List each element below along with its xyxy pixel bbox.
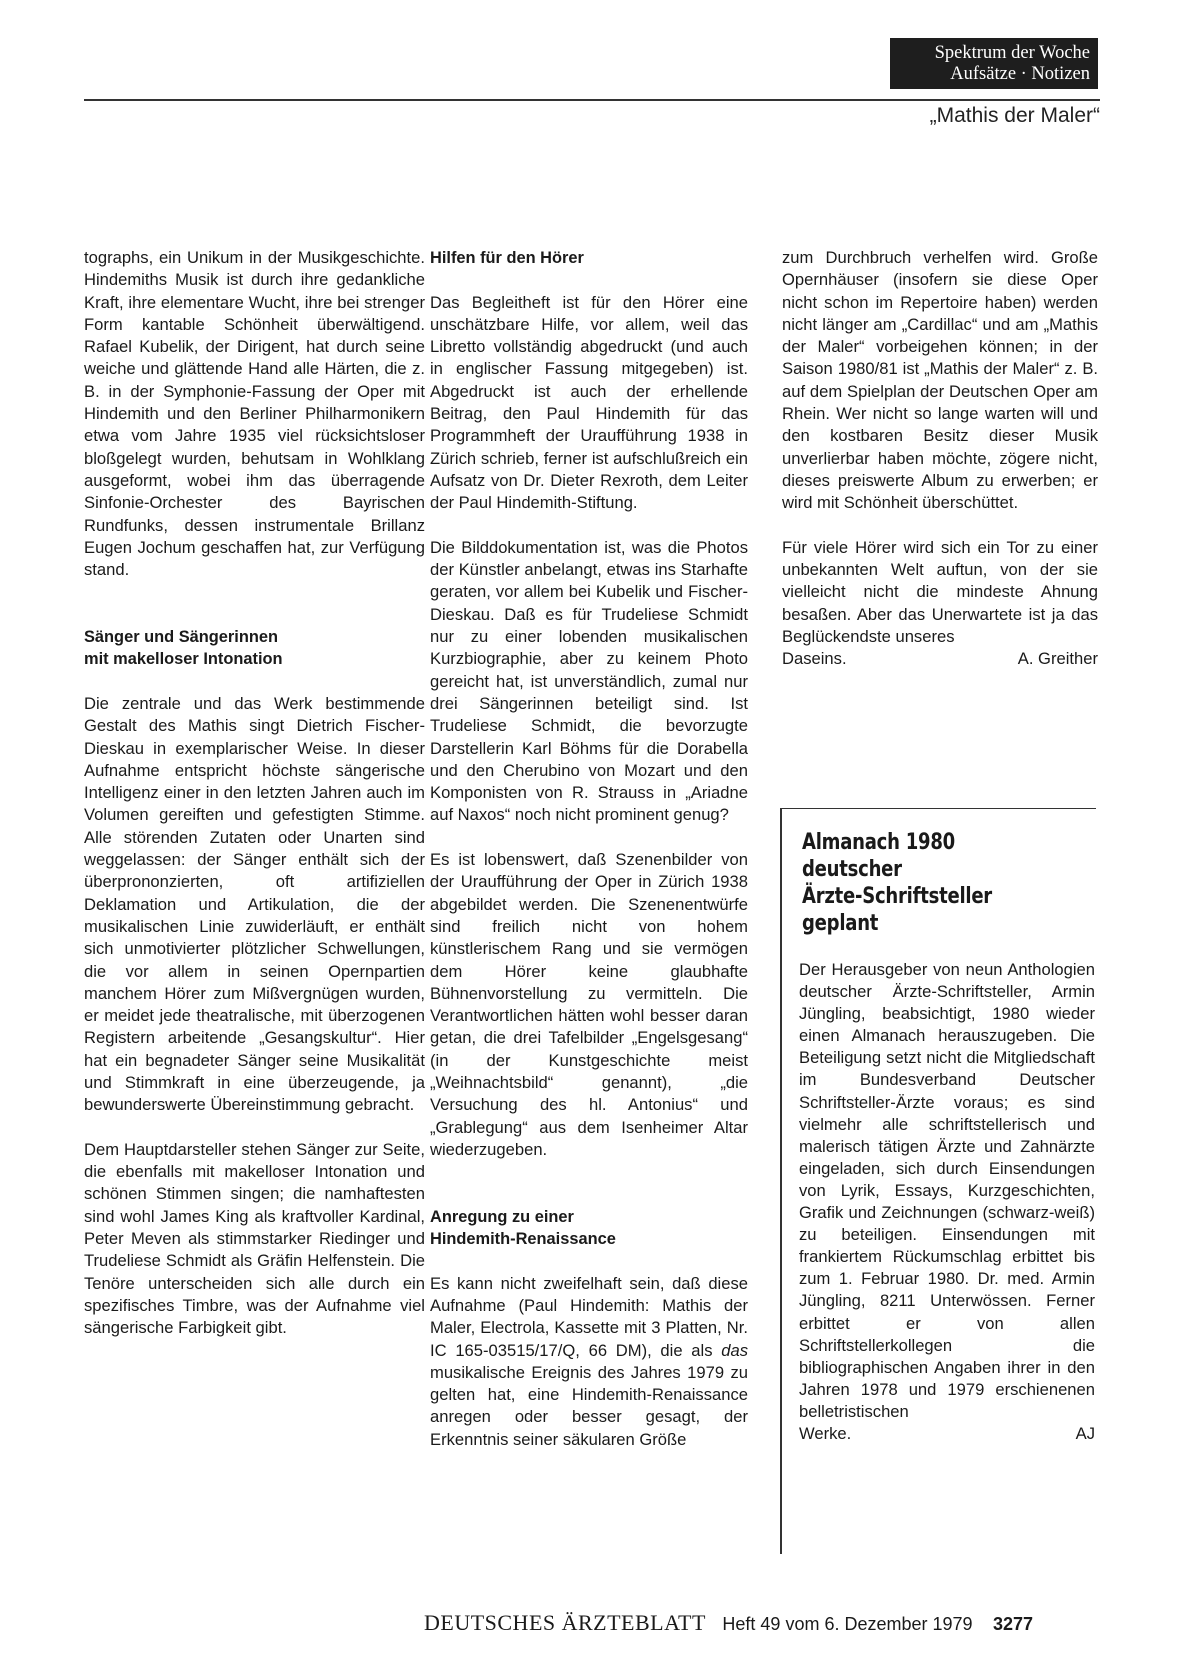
news-box (780, 808, 1096, 1554)
box-body (799, 959, 1095, 1445)
subheading: Hilfen für den Hörer (430, 249, 584, 267)
text-run: Es kann nicht zweifelhaft sein, daß diese Aufnahme (Paul Hindemith: Mathis der Maler, Electrola, Kassette mit 3 Platten, Nr. IC 165-03515/17/Q, 66 DM), die als (430, 1273, 748, 1360)
box-title-line: Almanach 1980 (802, 830, 955, 855)
paragraph-end: Werke. (799, 1423, 852, 1443)
box-paragraph: Der Herausgeber von neun Anthologien deutscher Ärzte-Schriftsteller, Armin Jüngling, beabsichtigt, 1980 wieder einen Almanach herauszugeben. Die Beteiligung setzt nicht die Mitgliedschaft im Bundesverband Deutscher Schriftsteller-Ärzte voraus; es sind vielmehr alle schriftstellerisch und malerisch tätigen Ärzte und Zahnärzte eingeladen, sich durch Einsendungen von Lyrik, Essays, Kurzgeschichten, Grafik und Zeichnungen (schwarz-weiß) zu beteiligen. Einsendungen mit frankiertem Rückumschlag erbittet bis zum 1. Februar 1980. Dr. med. Armin Jüngling, 8211 Unterwössen. Ferner erbittet er von allen Schriftstellerkollegen die bibliographischen Angaben ihrer in den Jahren 1978 und 1979 erschienenen belletristischen (799, 960, 1095, 1421)
subheading-line2: mit makelloser Intonation (84, 650, 283, 669)
subheading (84, 626, 425, 671)
signature-line (799, 1423, 1095, 1445)
magazine-name: DEUTSCHES ÄRZTEBLATT (424, 1610, 706, 1635)
subheading-line2: Hindemith-Renaissance (430, 1230, 616, 1249)
paragraph: Die Bilddokumentation ist, was die Photos der Künstler anbelangt, etwas ins Starhafte geraten, vor allem bei Kubelik und Fischer-Dieskau. Daß es für Trudeliese Schmidt nur zu einer lobenden musikalischen Kurzbiographie, aber zu keinem Photo gereicht hat, ist unverständlich, zumal nur drei Sängerinnen beteiligt sind. Ist Trudeliese Schmidt, die bevorzugte Darstellerin Karl Böhms für die Dorabella und den Cherubino von Mozart und den Komponisten von R. Strauss in „Ariadne auf Naxos“ noch nicht prominent genug? (430, 537, 748, 825)
box-title-line: geplant (802, 911, 879, 936)
paragraph: Das Begleitheft ist für den Hörer eine unschätzbare Hilfe, vor allem, weil das Libretto vollständig abgedruckt (und auch in englischer Fassung mitgegeben) ist. Abgedruckt ist auch der erhellende Beitrag, den Paul Hindemith für das Programmheft der Uraufführung 1938 in Zürich schrieb, ferner ist aufschlußreich ein Aufsatz von Dr. Dieter Rexroth, dem Leiter der Paul Hindemith-Stiftung. (430, 292, 748, 513)
signature-line (782, 648, 1098, 670)
paragraph: Für viele Hörer wird sich ein Tor zu einer unbekannten Welt auftun, von der sie vielleicht nicht die mindeste Ahnung besaßen. Aber das Unerwartete ist ja das Beglückendste unseres (782, 537, 1098, 647)
box-title (802, 829, 1073, 937)
issue-info: Heft 49 vom 6. Dezember 1979 (722, 1614, 973, 1634)
paragraph (430, 1273, 748, 1451)
subheading-line1: Sänger und Sängerinnen (84, 628, 278, 647)
box-title-line: Ärzte-Schriftsteller (802, 884, 992, 909)
article-column-2 (430, 247, 748, 1451)
box-title-line: deutscher (802, 857, 902, 882)
page-number: 3277 (993, 1614, 1034, 1634)
subheading-line1: Anregung zu einer (430, 1207, 574, 1226)
article-column-1 (84, 247, 425, 1340)
paragraph: Dem Hauptdarsteller stehen Sänger zur Seite, die ebenfalls mit makelloser Intonation und schönen Stimmen singen; die namhaftesten sind wohl James King als kraftvoller Kardinal, Peter Meven als stimmstarker Riedinger und Trudeliese Schmidt als Gräfin Helfenstein. Die Tenöre unterscheiden sich alle durch ein spezifisches Timbre, was der Aufnahme viel sängerische Farbigkeit gibt. (84, 1139, 425, 1338)
paragraph-end: Daseins. (782, 649, 847, 669)
header-rule (84, 99, 1100, 101)
section-tag-line1: Spektrum der Woche (934, 43, 1090, 63)
article-column-3 (782, 247, 1098, 671)
paragraph: tographs, ein Unikum in der Musikgeschichte. Hindemiths Musik ist durch ihre gedankliche Kraft, ihre elementare Wucht, ihre bei strenger Form kantable Schönheit überwältigend. Rafael Kubelik, der Dirigent, hat durch seine weiche und glättende Hand alle Härten, die z. B. in der Symphonie-Fassung der Oper mit Hindemith und den Berliner Philharmonikern etwa vom Jahre 1935 viel rücksichtsloser bloßgelegt wurden, behutsam in Wohlklang ausgeformt, wobei ihm das überragende Sinfonie-Orchester des Bayrischen Rundfunks, dessen instrumentale Brillanz Eugen Jochum geschaffen hat, zur Verfügung stand. (84, 248, 425, 580)
paragraph: Es ist lobenswert, daß Szenenbilder von der Uraufführung der Oper in Zürich 1938 abgebildet werden. Die Szenenentwürfe sind freilich nicht von hohem künstlerischem Rang und sie vermögen dem Hörer keine glaubhafte Bühnenvorstellung zu vermitteln. Die Verantwortlichen hätten wohl besser daran getan, die drei Tafelbilder „Engelsgesang“ (in der Kunstgeschichte meist „Weihnachtsbild“ genannt), „die Versuchung des hl. Antonius“ und „Grablegung“ aus dem Isenheimer Altar wiederzugeben. (430, 850, 748, 1159)
page-footer (424, 1610, 1033, 1636)
subheading (430, 1206, 748, 1251)
emphasis: das (721, 1340, 748, 1360)
running-title: „Mathis der Maler“ (929, 104, 1100, 127)
paragraph: Die zentrale und das Werk bestimmende Gestalt des Mathis singt Dietrich Fischer-Dieskau in exemplarischer Weise. In dieser Aufnahme entspricht höchste sängerische Intelligenz einer in den letzten Jahren auch im Volumen gereiften und gefestigten Stimme. Alle störenden Zutaten oder Unarten sind weggelassen: der Sänger enthält sich der überprononzierten, oft artifiziellen Deklamation und Artikulation, die der musikalischen Linie zuwiderläuft, er enthält sich unmotivierter plötzlicher Schwellungen, die vor allem in seinen Opernpartien manchem Hörer zum Mißvergnügen wurden, er meidet jede theatralische, mit überzogenen Registern arbeitende „Gesangskultur“. Hier hat ein begnadeter Sänger seine Musikalität und Stimmkraft in eine überzeugende, ja bewunderswerte Übereinstimmung gebracht. (84, 693, 425, 1115)
section-tag-line2: Aufsätze · Notizen (950, 64, 1090, 84)
author-signature: AJ (1075, 1423, 1095, 1443)
author-signature: A. Greither (1017, 649, 1098, 669)
section-tag (890, 38, 1098, 89)
paragraph: zum Durchbruch verhelfen wird. Große Opernhäuser (insofern sie diese Oper nicht schon im Repertoire haben) werden nicht länger am „Cardillac“ und am „Mathis der Maler“ vorbeigehen können; in der Saison 1980/81 ist „Mathis der Maler“ z. B. auf dem Spielplan der Deutschen Oper am Rhein. Wer nicht so lange warten will und den kostbaren Besitz dieser Musik unverlierbar haben möchte, zögere nicht, dieses preiswerte Album zu erwerben; er wird mit Schönheit überschüttet. (782, 248, 1098, 513)
text-run: musikalische Ereignis des Jahres 1979 zu gelten hat, eine Hindemith-Renaissance anregen oder besser gesagt, der Erkenntnis seiner säkularen Größe (430, 1362, 748, 1449)
